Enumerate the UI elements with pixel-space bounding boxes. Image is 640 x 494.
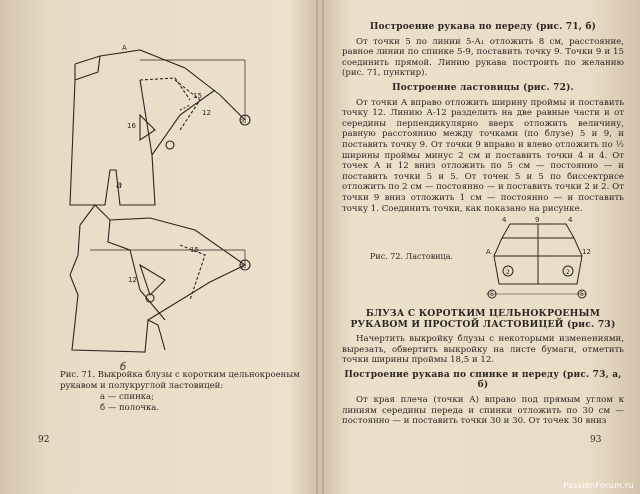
left-page bbox=[0, 0, 318, 494]
pattern-back-a bbox=[70, 50, 245, 205]
gusset-drawing bbox=[482, 216, 592, 300]
gusset-point-9: 9 bbox=[535, 216, 540, 225]
watermark: PassionForum.ru bbox=[563, 481, 634, 490]
gusset-point-12: 12 bbox=[582, 248, 591, 257]
paragraph-sleeve-back: От края плеча (точки А) вправо под прямым углом к линиям середины переда и спинки отложить по 30 см — постоянно — и поставить точки 30 и 30. От точек 30 вниз bbox=[342, 395, 624, 427]
pattern-front-b bbox=[70, 115, 250, 352]
gusset-point-4-left: 4 bbox=[502, 216, 507, 225]
figure-label-b: б bbox=[120, 362, 127, 373]
point-label-20: 20 bbox=[240, 119, 247, 125]
gusset-point-2-right: 2 bbox=[566, 269, 570, 277]
page-number-right: 93 bbox=[590, 435, 602, 445]
point-label-15: 15 bbox=[193, 92, 202, 100]
right-page bbox=[322, 0, 640, 494]
point-label-A: А bbox=[122, 44, 127, 52]
heading-gusset: Построение ластовицы (рис. 72). bbox=[392, 82, 574, 93]
caption-title: Рис. 71. Выкройка блузы с коротким цельнокроеным рукавом и полукруглой ластовицей: bbox=[60, 370, 300, 391]
figure-71-caption bbox=[60, 370, 300, 414]
point-label-12b: 12 bbox=[128, 276, 137, 284]
gusset-point-4-right: 4 bbox=[568, 216, 573, 225]
gusset-point-5-left: 5 bbox=[490, 291, 494, 299]
gusset-point-A: А bbox=[486, 248, 491, 257]
pattern-drawing bbox=[30, 20, 310, 380]
gusset-point-2-left: 2 bbox=[506, 269, 510, 277]
point-label-15b: 15 bbox=[190, 246, 199, 254]
page-number-left: 92 bbox=[38, 435, 50, 445]
right-page-text bbox=[342, 18, 624, 429]
point-label-16: 16 bbox=[127, 122, 136, 130]
heading-blouse: БЛУЗА С КОРОТКИМ ЦЕЛЬНОКРОЕНЫМ РУКАВОМ И ПРОСТОЙ ЛАСТОВИЦЕЙ (рис. 73) bbox=[350, 308, 616, 331]
paragraph-blouse: Начертить выкройку блузы с некоторыми изменениями, вырезать, обвертить выкройку на листе бумаги, отметить точки ширины проймы 18,5 и 12. bbox=[342, 334, 624, 366]
point-label-20b: 20 bbox=[240, 264, 247, 270]
figure-label-a: а bbox=[116, 180, 123, 191]
figure-72-caption: Рис. 72. Ластовица. bbox=[370, 252, 454, 262]
heading-sleeve-back: Построение рукава по спинке и переду (рис. 73, а, б) bbox=[344, 369, 622, 391]
heading-sleeve-front: Построение рукава по переду (рис. 71, б) bbox=[369, 22, 597, 32]
paragraph-sleeve-front: От точки 5 по линии 5-А₁ отложить 8 см, расстояние, равное линии по спинке 5-9, поставить точку 9. Точки 9 и 15 соединить прямой. Линию рукава построить по желанию (рис. 71, пунктир). bbox=[342, 36, 624, 79]
point-label-12: 12 bbox=[202, 109, 211, 117]
figure-72 bbox=[342, 216, 624, 300]
caption-legend-b: б — полочка. bbox=[100, 403, 160, 413]
caption-legend-a: а — спинка; bbox=[100, 392, 154, 402]
gusset-point-5-right: 5 bbox=[580, 291, 584, 299]
paragraph-gusset: От точки А вправо отложить ширину проймы и поставить точку 12. Линию А-12 разделить на две равные части и от середины перпендикулярно вверх отложить величину, равную расстоянию между точками (по блузе) 5 и 9, и поставить точку 9. От точки 9 вправо и влево отложить по ½ ширины проймы минус 2 см и поставить точки 4 и 4. От точек А и 12 вниз отложить по 5 см — постоянно — и поставить точки 5 и 5. От точек 5 и 5 по биссектрисе отложить по 2 см — постоянно — и поставить точки 2 и 2. От точки 9 вниз отложить 1 см — постоянно — и поставить точку 1. Соединить точки, как показано на рисунке. bbox=[342, 97, 624, 214]
